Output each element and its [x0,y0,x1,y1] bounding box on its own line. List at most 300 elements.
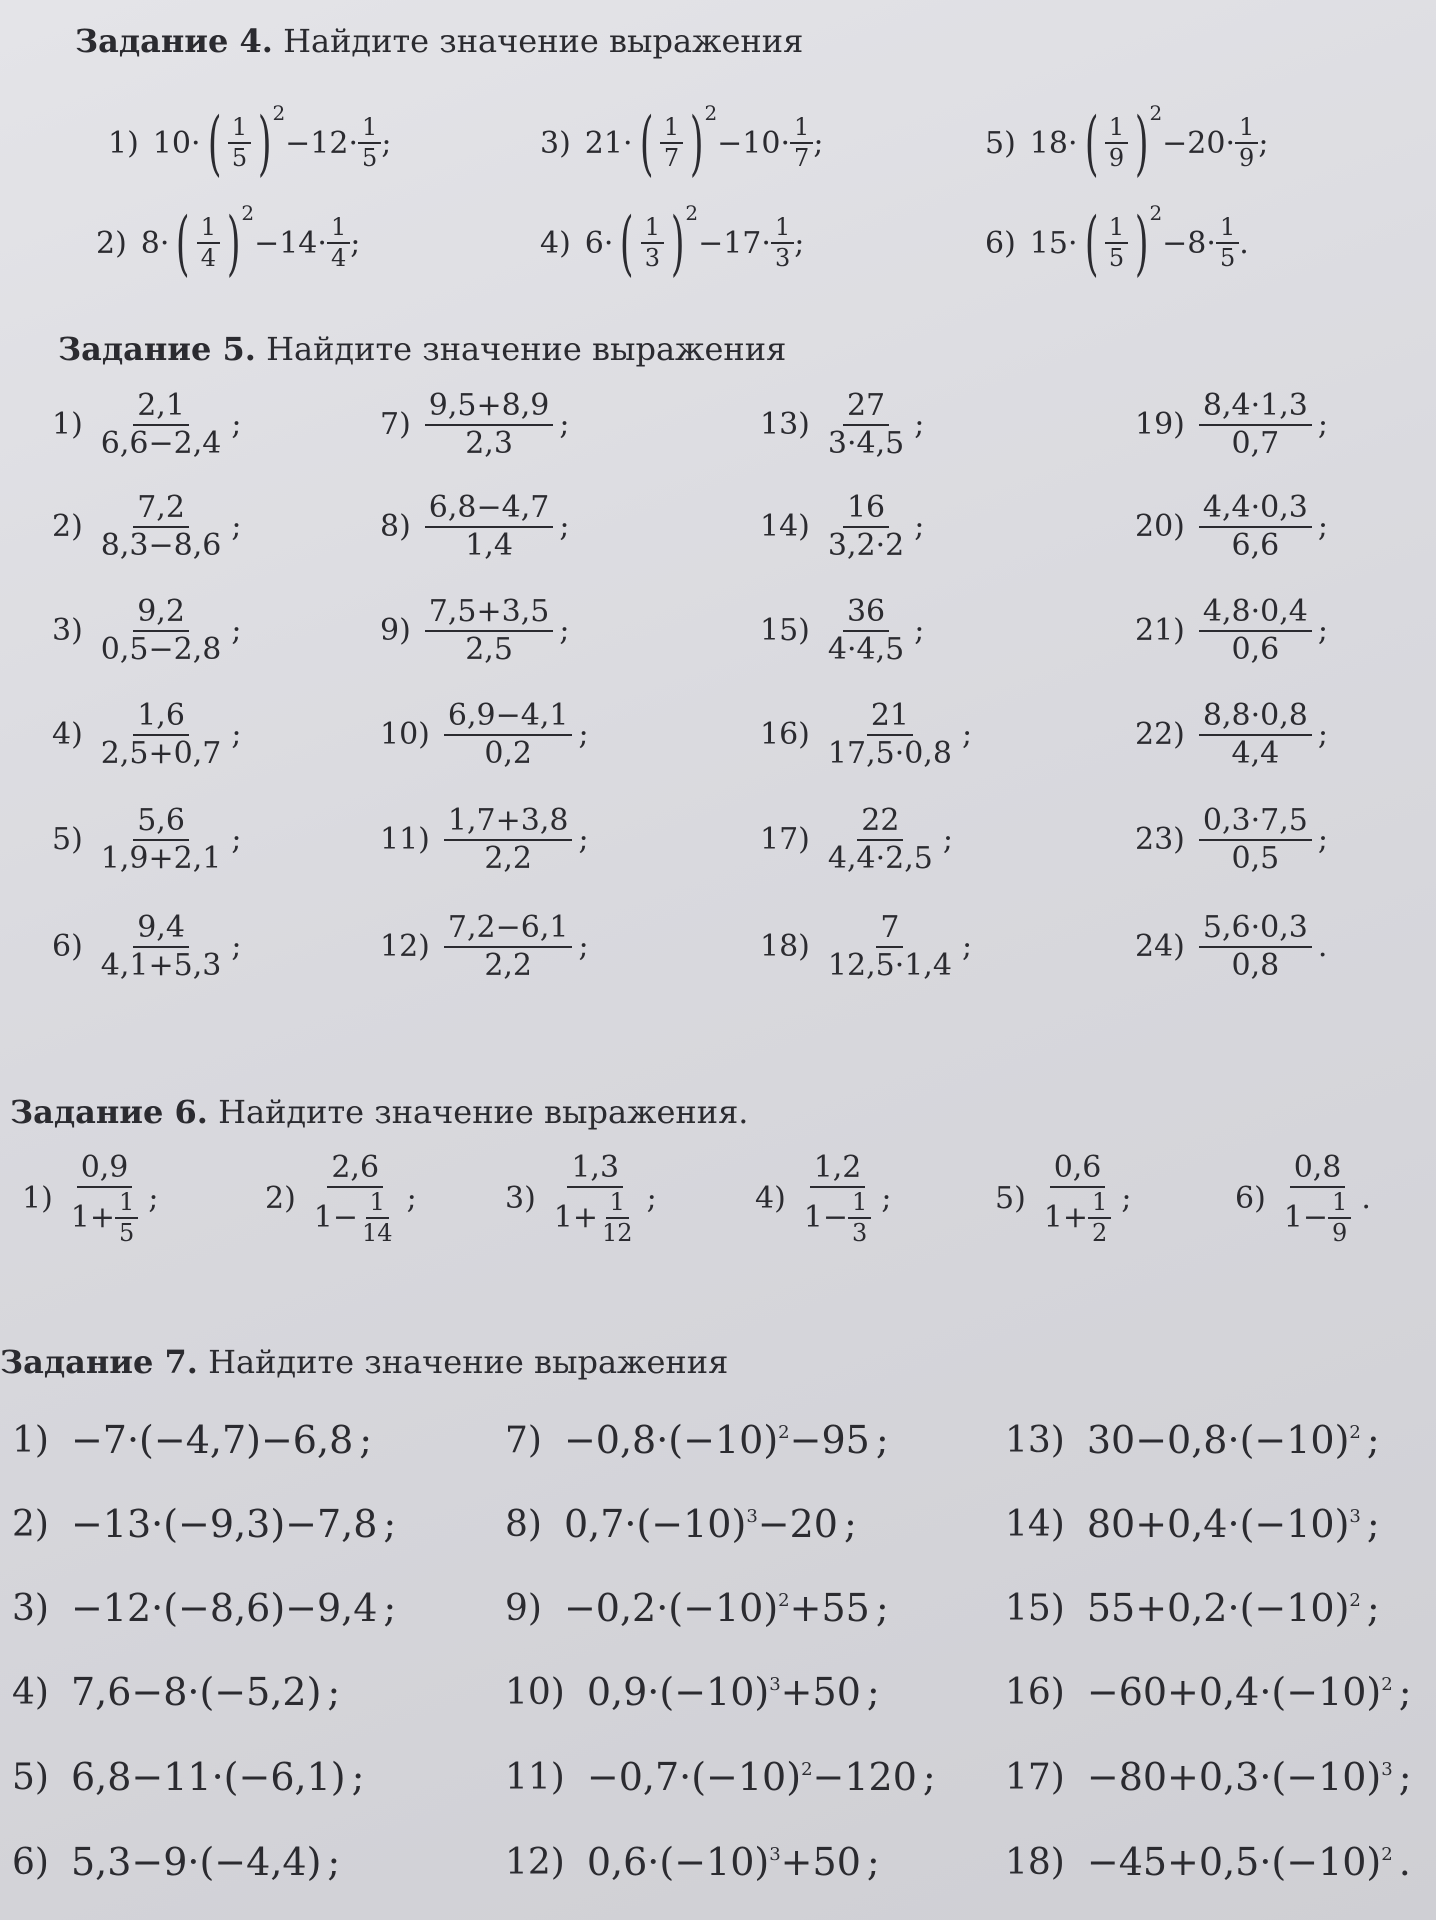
left-paren: ( [207,102,222,184]
right-paren: ) [689,102,704,184]
task7-heading [0,1343,728,1381]
expression-main: −80+0,3·(−10) [1086,1755,1382,1799]
fraction-denominator: 4,1+5,3 [100,947,222,983]
fraction-denominator [310,1188,401,1246]
terminator: ; [1398,1755,1412,1799]
item-number: 5) [995,1181,1026,1217]
exponent: 3 [746,1505,758,1527]
item-number: 2) [96,225,127,261]
task5-item [760,596,924,665]
denominator-prefix: 1+ [553,1199,599,1235]
task5-item [1135,805,1328,874]
terminator: ; [231,509,242,544]
item-number: 17) [1005,1756,1065,1798]
item-number: 17) [760,822,810,857]
task5-heading [58,330,786,368]
item-number: 4) [12,1671,49,1713]
terminator: ; [383,1586,397,1630]
fraction-denominator: 1,4 [465,527,513,563]
fraction-numerator: 1 [771,215,794,244]
task5-heading-number: Задание 5. [58,330,256,368]
item-number: 7) [505,1419,542,1461]
fraction [97,596,226,665]
fraction-denominator: 2,5+0,7 [100,735,222,771]
right-paren: ) [257,102,272,184]
expression-main: −0,7·(−10) [586,1755,802,1799]
multiply-dot: · [603,225,614,261]
fraction-denominator: 3·4,5 [827,425,905,461]
denominator-prefix: 1+ [1043,1199,1089,1235]
terminator: ; [1317,613,1328,648]
task5-item [380,390,569,459]
right-paren: ) [226,202,241,284]
task4-heading [75,22,803,60]
fraction [1199,390,1312,459]
item-number: 6) [985,225,1016,261]
terminator: . [1317,929,1328,964]
fraction [598,1187,637,1247]
fraction-numerator: 5,6·0,3 [1199,912,1312,948]
terminator: ; [559,407,570,442]
task7-item [505,1670,880,1714]
expression-main: −12·(−8,6)−9,4 [70,1586,378,1630]
task5-item [760,805,953,874]
fraction-denominator: 3 [852,1218,868,1247]
fraction-denominator: 2,5 [465,631,513,667]
fraction-denominator: 0,6 [1231,631,1280,667]
fraction-numerator: 21 [867,700,913,736]
fraction-numerator: 1 [1235,115,1258,144]
terminator: ; [922,1755,936,1799]
fraction-numerator: 1 [327,215,350,244]
subtrahend: −10 [717,125,781,161]
exponent: 2 [778,1589,790,1611]
fraction-numerator: 1 [790,115,813,144]
fraction-denominator: 14 [362,1218,393,1247]
terminator: ; [231,717,242,752]
fraction [115,1187,138,1247]
fraction [444,805,573,874]
task7-item [12,1755,364,1799]
fraction-denominator: 5 [231,144,248,172]
terminator: ; [961,929,973,964]
item-number: 4) [755,1181,786,1217]
terminator: ; [327,1840,341,1884]
task7-item [1005,1670,1412,1714]
task5-item [760,390,924,459]
fraction-denominator: 0,8 [1231,947,1280,983]
fraction [444,912,573,981]
fraction-denominator: 7 [663,144,680,172]
multiply-dot: · [1067,125,1078,161]
multiply-dot: · [780,125,791,161]
item-number: 13) [1005,1419,1065,1461]
exponent: 2 [1381,1673,1393,1695]
fraction-denominator: 3 [644,244,661,272]
compound-fraction [550,1152,641,1246]
fraction-numerator: 6,8−4,7 [425,492,554,528]
fraction-denominator: 12,5·1,4 [827,947,952,983]
exponent: 3 [1349,1505,1361,1527]
fraction-denominator [800,1188,876,1246]
fraction-numerator: 1,2 [810,1152,866,1188]
expression-main: −0,8·(−10) [563,1418,779,1462]
fraction-numerator: 1 [115,1190,138,1219]
exponent: 2 [241,201,255,225]
task5-item [1135,596,1328,665]
fraction-numerator: 1 [366,1190,389,1219]
item-number: 5) [985,125,1016,161]
multiply-dot: · [159,225,170,261]
expression-tail: −120 [812,1755,917,1799]
expression-main: 6,8−11·(−6,1) [70,1755,346,1799]
task7-item [1005,1418,1380,1462]
item-number: 3) [12,1587,49,1629]
fraction [641,212,664,272]
item-number: 5) [52,822,83,857]
task5-item [1135,700,1328,769]
task5-item [1135,390,1328,459]
item-number: 13) [760,407,810,442]
task7-item [1005,1586,1380,1630]
terminator: ; [843,1502,857,1546]
fraction [771,212,794,272]
item-number: 6) [1235,1181,1266,1217]
task6-heading-number: Задание 6. [10,1093,208,1131]
fraction [848,1187,871,1247]
exponent: 2 [1149,201,1163,225]
task7-item [12,1670,340,1714]
terminator: ; [231,613,242,648]
fraction [1105,112,1128,172]
coefficient: 15 [1029,225,1068,261]
fraction-denominator: 9 [1108,144,1125,172]
right-paren: ) [1134,202,1149,284]
item-number: 11) [380,822,430,857]
exponent: 2 [685,201,699,225]
exponent: 2 [272,101,286,125]
terminator: ; [148,1181,159,1217]
denominator-expression [553,1187,637,1247]
task5-item [52,805,241,874]
fraction-numerator: 1 [197,215,220,244]
fraction-denominator: 8,3−8,6 [100,527,222,563]
terminator: ; [383,1502,397,1546]
fraction [97,912,226,981]
task6-item [755,1152,891,1246]
terminator: ; [1121,1181,1132,1217]
terminator: ; [406,1181,417,1217]
fraction [790,112,813,172]
terminator: ; [559,613,570,648]
item-number: 1) [22,1181,53,1217]
terminator: ; [942,822,953,857]
fraction-numerator: 1 [606,1190,629,1219]
fraction-denominator: 4 [330,244,347,272]
exponent: 3 [769,1843,781,1865]
right-paren: ) [1134,102,1149,184]
fraction-denominator: 3,2·2 [827,527,905,563]
fraction [97,492,226,561]
expression-main: −7·(−4,7)−6,8 [70,1418,354,1462]
fraction [1088,1187,1111,1247]
item-number: 18) [760,929,810,964]
task5-item [380,492,569,561]
item-number: 22) [1135,717,1185,752]
fraction-denominator: 5 [119,1218,135,1247]
task5-item [380,700,589,769]
task7-heading-text: Найдите значение выражения [208,1343,729,1381]
expression-tail: +50 [780,1670,861,1714]
fraction [444,700,573,769]
denominator-prefix: 1− [1283,1199,1329,1235]
terminator: ; [231,929,242,964]
multiply-dot: · [1206,225,1216,261]
exponent: 2 [1149,101,1163,125]
task5-heading-text: Найдите значение выражения [266,330,787,368]
fraction-denominator: 1,9+2,1 [100,840,222,876]
coefficient: 8 [140,225,160,261]
fraction-denominator: 7 [794,144,810,172]
task7-item [1005,1755,1412,1799]
denominator-expression [313,1187,397,1247]
task4-item [540,101,824,184]
denominator-expression [70,1187,139,1247]
task7-item [505,1502,857,1546]
terminator: ; [1366,1418,1380,1462]
fraction [824,390,908,459]
exponent: 2 [704,101,718,125]
subtrahend: −20 [1162,125,1226,161]
terminator: ; [578,929,589,964]
subtrahend: −8 [1162,225,1207,261]
item-number: 7) [380,407,411,442]
fraction-denominator: 5 [1108,244,1125,272]
terminator: ; [866,1670,880,1714]
task7-item [12,1840,340,1884]
subtrahend: −12 [285,125,349,161]
fraction-denominator: 3 [774,244,791,272]
left-paren: ( [1084,102,1099,184]
task5-item [52,912,241,981]
task7-item [505,1586,889,1630]
item-number: 3) [540,125,571,161]
task5-item [380,596,569,665]
task7-item [1005,1840,1411,1884]
denominator-expression [803,1187,872,1247]
fraction [1199,805,1312,874]
task6-item [22,1152,158,1246]
task5-item [760,700,972,769]
fraction-numerator: 4,8·0,4 [1199,596,1312,632]
fraction-numerator: 4,4·0,3 [1199,492,1312,528]
fraction [824,912,956,981]
item-number: 9) [505,1587,542,1629]
task7-heading-number: Задание 7. [0,1343,198,1381]
left-paren: ( [1084,202,1099,284]
item-number: 4) [52,717,83,752]
expression-main: 7,6−8·(−5,2) [70,1670,322,1714]
multiply-dot: · [317,225,327,261]
fraction-numerator: 0,6 [1050,1152,1106,1188]
terminator: ; [1366,1586,1380,1630]
fraction-numerator: 2,6 [327,1152,383,1188]
item-number: 6) [52,929,83,964]
exponent: 2 [1349,1589,1361,1611]
fraction-numerator: 1,3 [567,1152,623,1188]
item-number: 16) [1005,1671,1065,1713]
fraction-numerator: 9,5+8,9 [425,390,554,426]
fraction [97,805,226,874]
item-number: 1) [12,1419,49,1461]
fraction-numerator: 9,4 [133,912,189,948]
task6-item [505,1152,657,1246]
fraction-numerator: 7,2 [133,492,189,528]
task6-item [265,1152,417,1246]
task4-heading-text: Найдите значение выражения [283,22,804,60]
left-paren: ( [620,202,634,284]
task4-item [985,101,1269,184]
fraction [1328,1187,1351,1247]
terminator: ; [578,822,589,857]
coefficient: 21 [584,125,623,161]
fraction-numerator: 36 [843,596,889,632]
item-number: 10) [505,1671,565,1713]
task4-item [540,201,805,284]
coefficient: 6 [584,225,604,261]
compound-fraction [67,1152,143,1246]
left-paren: ( [639,102,654,184]
fraction-numerator: 16 [843,492,889,528]
task7-item [505,1418,889,1462]
compound-fraction [310,1152,401,1246]
fraction-denominator: 2,3 [465,425,513,461]
fraction [1105,212,1128,272]
task4-item [96,201,361,284]
terminator: ; [881,1181,892,1217]
item-number: 2) [12,1503,49,1545]
denominator-prefix: 1− [803,1199,849,1235]
fraction-denominator: 4,4 [1231,735,1280,771]
terminator: ; [646,1181,657,1217]
item-number: 12) [505,1841,565,1883]
terminator: ; [350,225,361,261]
fraction-numerator: 0,3·7,5 [1199,805,1312,841]
item-number: 14) [760,509,810,544]
task7-item [12,1586,396,1630]
task7-item [12,1502,396,1546]
terminator: ; [1317,822,1328,857]
item-number: 14) [1005,1503,1065,1545]
item-number: 2) [265,1181,296,1217]
task5-item [52,492,241,561]
fraction-numerator: 1 [1088,1190,1111,1219]
terminator: ; [559,509,570,544]
exponent: 2 [801,1758,813,1780]
expression-tail: −20 [757,1502,838,1546]
expression-main: 80+0,4·(−10) [1086,1502,1350,1546]
task4-heading-number: Задание 4. [75,22,273,60]
fraction-denominator: 5 [362,144,378,172]
fraction-numerator: 1 [1105,115,1128,144]
item-number: 18) [1005,1841,1065,1883]
fraction-numerator: 1 [358,115,381,144]
fraction-numerator: 1,7+3,8 [444,805,573,841]
terminator: ; [1317,407,1328,442]
fraction-denominator: 6,6−2,4 [100,425,222,461]
fraction [358,1187,397,1247]
terminator: ; [875,1418,889,1462]
task4-item [108,101,392,184]
terminator: ; [231,822,242,857]
terminator: ; [231,407,242,442]
fraction [228,112,251,172]
fraction-numerator: 1,6 [133,700,189,736]
fraction [1235,112,1258,172]
denominator-prefix: 1− [313,1199,359,1235]
compound-fraction [1040,1152,1116,1246]
fraction [425,390,554,459]
fraction-numerator: 0,9 [77,1152,133,1188]
terminator: ; [381,125,392,161]
terminator: . [1398,1840,1411,1884]
terminator: ; [327,1670,341,1714]
fraction-numerator: 1 [848,1190,871,1219]
fraction-numerator: 5,6 [133,805,189,841]
terminator: ; [1366,1502,1380,1546]
task7-item [1005,1502,1380,1546]
task5-item [760,912,972,981]
fraction-denominator: 2 [1092,1218,1108,1247]
item-number: 20) [1135,509,1185,544]
item-number: 1) [108,125,139,161]
fraction-numerator: 8,8·0,8 [1199,700,1312,736]
expression-main: 0,7·(−10) [563,1502,747,1546]
fraction-denominator: 9 [1239,144,1255,172]
terminator: ; [914,407,925,442]
task7-item [505,1755,936,1799]
terminator: ; [1258,125,1269,161]
fraction [425,596,554,665]
item-number: 4) [540,225,571,261]
fraction-numerator: 0,8 [1290,1152,1346,1188]
fraction-numerator: 1 [1105,215,1128,244]
item-number: 12) [380,929,430,964]
multiply-dot: · [190,125,201,161]
item-number: 9) [380,613,411,648]
task5-item [52,390,241,459]
fraction [824,805,937,874]
right-paren: ) [670,202,685,284]
fraction [358,112,381,172]
task5-item [52,700,241,769]
terminator: ; [914,613,925,648]
fraction [1199,912,1312,981]
fraction [1199,596,1312,665]
coefficient: 18 [1029,125,1068,161]
task7-item [505,1840,880,1884]
fraction-numerator: 7 [876,912,903,948]
terminator: . [1361,1181,1371,1217]
multiply-dot: · [622,125,633,161]
terminator: ; [359,1418,373,1462]
coefficient: 10 [152,125,191,161]
fraction-numerator: 8,4·1,3 [1199,390,1312,426]
multiply-dot: · [348,125,359,161]
exponent: 3 [1381,1758,1393,1780]
fraction [824,700,956,769]
terminator: ; [1317,717,1328,752]
